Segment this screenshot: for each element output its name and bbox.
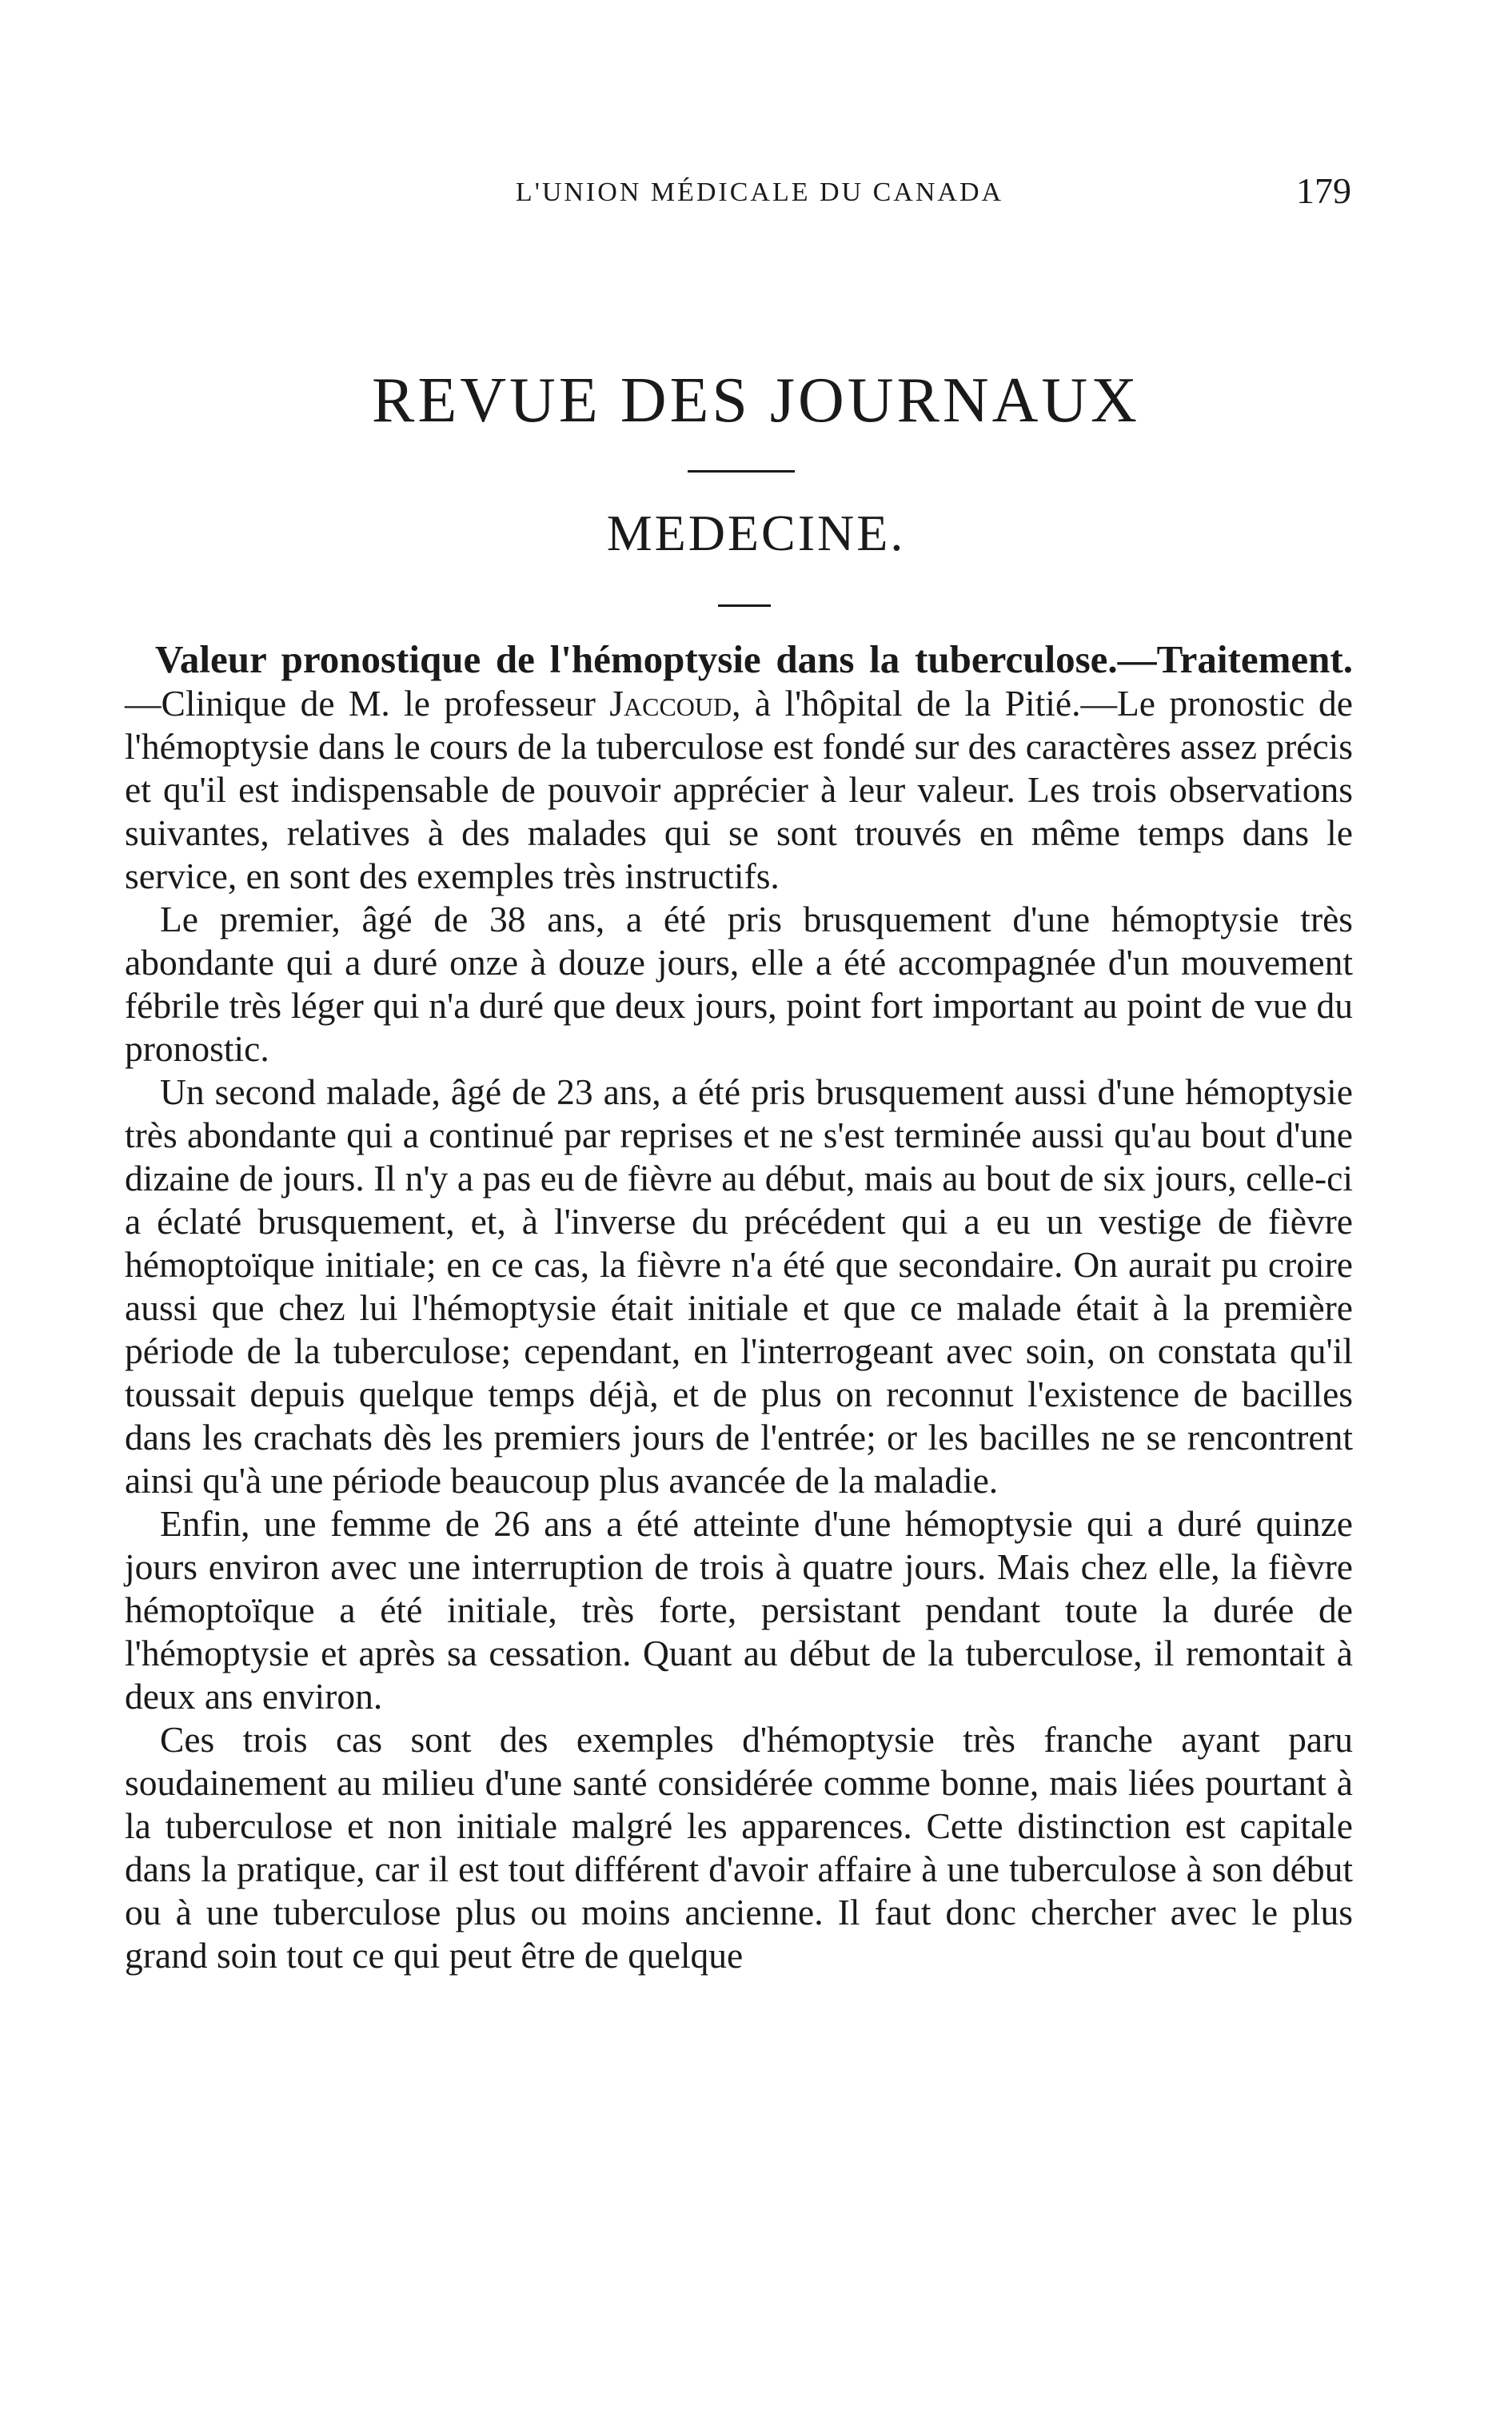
article-intro-text: —Le pronostic de l'hémoptysie dans le cours de la tuberculose est fondé sur des caractères assez précis et qu'il est indispensable de pouvoir apprécier à leur valeur. Les trois observations suivantes, relatives à des malades qui se sont trouvés en même temps dans le service, en sont des exemples très instructifs. (125, 683, 1354, 896)
article-paragraph: Le premier, âgé de 38 ans, a été pris brusquement d'une hémoptysie très abondante qui a duré onze à douze jours, elle a été accompagnée d'un mouvement fébrile très léger qui n'a duré que deux jours, point fort important au point de vue du pronostic. (125, 899, 1353, 1069)
section-title: REVUE DES JOURNAUX (372, 365, 1140, 436)
article-paragraph: Un second malade, âgé de 23 ans, a été pris brusquement aussi d'une hémoptysie très abondante qui a continué par reprises et ne s'est terminée aussi qu'au bout d'une dizaine de jours. Il n'y a pas eu de fièvre au début, mais au bout de six jours, celle-ci a éclaté brusquement, et, à l'inverse du précédent qui a eu un vestige de fièvre hémoptoïque initiale; en ce cas, la fièvre n'a été que secondaire. On aurait pu croire aussi que chez lui l'hémoptysie était initiale et que ce malade était à la première période de la tuberculose; cependant, en l'interrogeant avec soin, on constata qu'il toussait depuis quelque temps déjà, et de plus on reconnut l'existence de bacilles dans les crachats dès les premiers jours de l'entrée; or les bacilles ne se rencontrent ainsi qu'à une période beaucoup plus avancée de la maladie. (125, 1071, 1353, 1501)
article-body (125, 638, 1353, 1977)
subsection-title: MEDECINE. (606, 505, 906, 561)
subsection-divider (718, 604, 771, 607)
article-paragraph: Ces trois cas sont des exemples d'hémoptysie très franche ayant paru soudainement au milieu d'une santé considérée comme bonne, mais liées pourtant à la tuberculose et non initiale malgré les apparences. Cette distinction est capitale dans la pratique, car il est tout différent d'avoir affaire à une tuberculose à son début ou à une tuberculose plus ou moins ancienne. Il faut donc chercher avec le plus grand soin tout ce qui peut être de quelque (125, 1719, 1353, 1976)
section-divider (688, 470, 795, 473)
running-head: L'UNION MÉDICALE DU CANADA (515, 177, 1004, 207)
article-byline-prefix: —Clinique de M. le professeur (125, 683, 610, 724)
article-byline-suffix: , à l'hôpital de la Pitié. (732, 683, 1081, 724)
article-author: Jaccoud (609, 683, 732, 724)
page-number: 179 (1296, 170, 1351, 211)
article-title: Valeur pronostique de l'hémoptysie dans la tuberculose.—Traitement. (155, 637, 1353, 681)
article-intro-paragraph (125, 638, 1353, 898)
article-paragraph: Enfin, une femme de 26 ans a été atteinte d'une hémoptysie qui a duré quinze jours environ avec une interruption de trois à quatre jours. Mais chez elle, la fièvre hémoptoïque a été initiale, très forte, persistant pendant toute la durée de l'hémoptysie et après sa cessation. Quant au début de la tuberculose, il remontait à deux ans environ. (125, 1503, 1353, 1717)
